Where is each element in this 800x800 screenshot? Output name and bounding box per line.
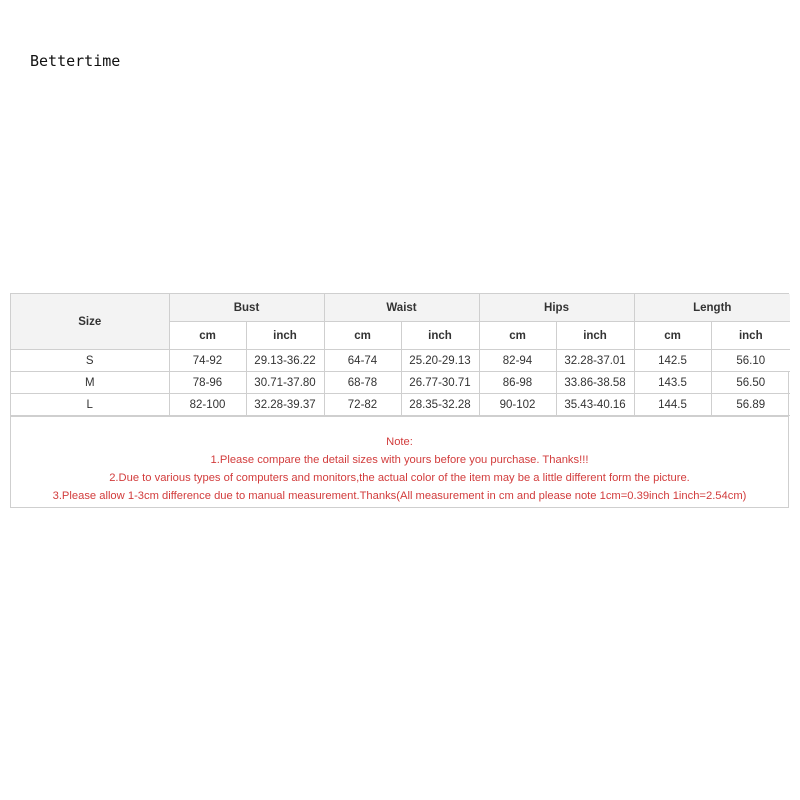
length-inch-cell: 56.89	[711, 394, 790, 416]
hips-inch-cell: 35.43-40.16	[556, 394, 634, 416]
note-line-2: 2.Due to various types of computers and monitors,the actual color of the item may be a little different form the picture.	[109, 472, 690, 484]
waist-header: Waist	[324, 294, 479, 322]
length-cm-header: cm	[634, 322, 711, 350]
waist-cm-header: cm	[324, 322, 401, 350]
hips-cm-cell: 90-102	[479, 394, 556, 416]
bust-inch-cell: 30.71-37.80	[246, 372, 324, 394]
size-cell: L	[11, 394, 169, 416]
waist-inch-cell: 25.20-29.13	[401, 350, 479, 372]
hips-inch-cell: 32.28-37.01	[556, 350, 634, 372]
note-line-1: 1.Please compare the detail sizes with yours before you purchase. Thanks!!!	[210, 454, 589, 466]
size-cell: S	[11, 350, 169, 372]
bust-cm-cell: 82-100	[169, 394, 246, 416]
table-row	[11, 350, 790, 372]
waist-cm-cell: 68-78	[324, 372, 401, 394]
waist-cm-cell: 72-82	[324, 394, 401, 416]
bust-cm-cell: 78-96	[169, 372, 246, 394]
hips-cm-cell: 86-98	[479, 372, 556, 394]
hips-inch-header: inch	[556, 322, 634, 350]
length-inch-header: inch	[711, 322, 790, 350]
waist-cm-cell: 64-74	[324, 350, 401, 372]
size-table	[11, 294, 790, 416]
table-row	[11, 394, 790, 416]
bust-header: Bust	[169, 294, 324, 322]
bust-inch-cell: 29.13-36.22	[246, 350, 324, 372]
waist-inch-cell: 28.35-32.28	[401, 394, 479, 416]
bust-inch-header: inch	[246, 322, 324, 350]
waist-inch-cell: 26.77-30.71	[401, 372, 479, 394]
bust-inch-cell: 32.28-39.37	[246, 394, 324, 416]
note-title: Note:	[386, 436, 413, 448]
size-notes	[11, 416, 788, 507]
hips-header: Hips	[479, 294, 634, 322]
length-cm-cell: 143.5	[634, 372, 711, 394]
bust-cm-header: cm	[169, 322, 246, 350]
size-chart	[10, 293, 789, 508]
length-cm-cell: 144.5	[634, 394, 711, 416]
hips-cm-cell: 82-94	[479, 350, 556, 372]
length-header: Length	[634, 294, 790, 322]
length-inch-cell: 56.50	[711, 372, 790, 394]
length-inch-cell: 56.10	[711, 350, 790, 372]
hips-cm-header: cm	[479, 322, 556, 350]
brand-name: Bettertime	[30, 52, 121, 70]
table-row	[11, 372, 790, 394]
hips-inch-cell: 33.86-38.58	[556, 372, 634, 394]
bust-cm-cell: 74-92	[169, 350, 246, 372]
size-column-header: Size	[11, 294, 169, 350]
note-line-3: 3.Please allow 1-3cm difference due to manual measurement.Thanks(All measurement in cm and please note 1cm=0.39inch 1inch=2.54cm)	[52, 490, 747, 502]
length-cm-cell: 142.5	[634, 350, 711, 372]
waist-inch-header: inch	[401, 322, 479, 350]
size-cell: M	[11, 372, 169, 394]
